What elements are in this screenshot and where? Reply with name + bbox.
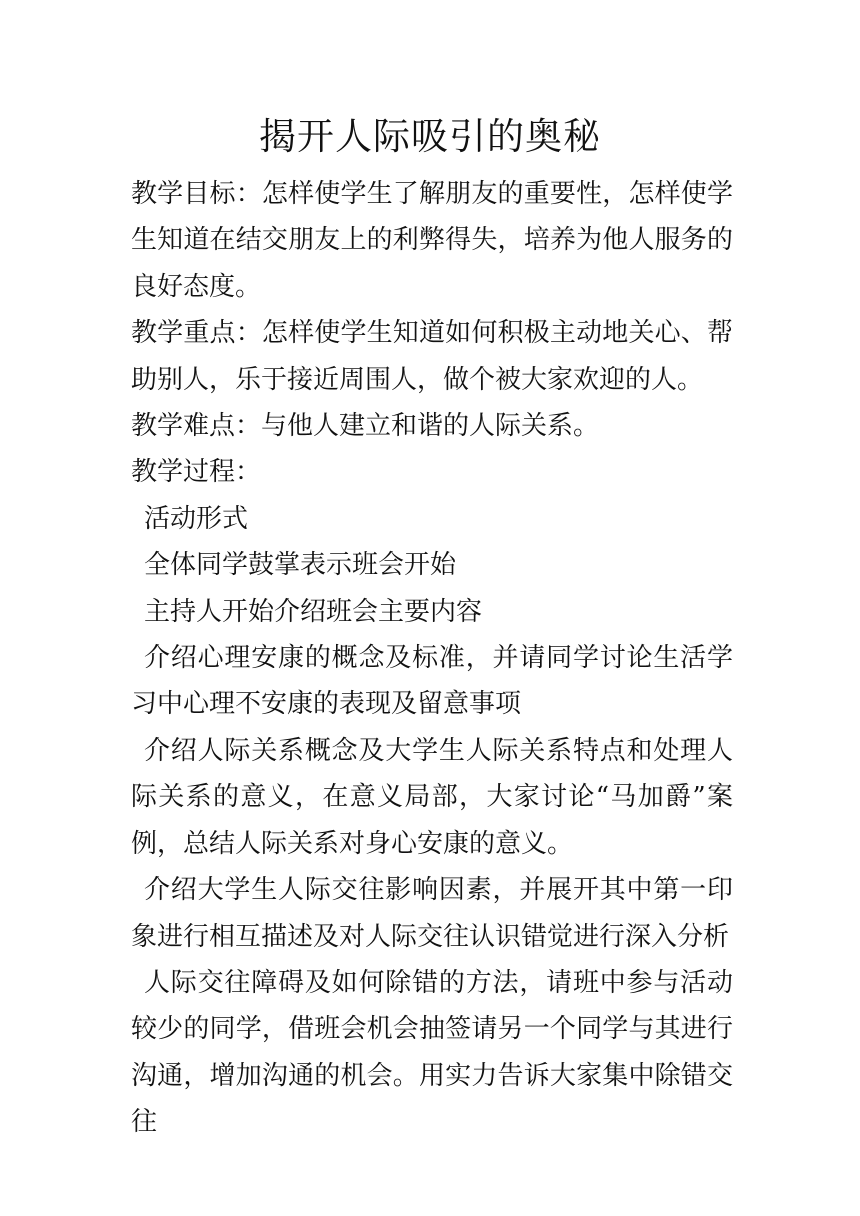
paragraph-teaching-process: 教学过程： <box>131 457 262 488</box>
paragraph-teaching-goal: 教学目标：怎样使学生了解朋友的重要性，怎样使学生知道在结交朋友上的利弊得失，培养为他人服务的良好态度。 <box>131 179 733 302</box>
paragraph-applause-start: 全体同学鼓掌表示班会开始 <box>144 550 457 581</box>
paragraph-influence-factors: 介绍大学生人际交往影响因素，并展开其中第一印象进行相互描述及对人际交往认识错觉进行深入分析 <box>131 875 733 952</box>
paragraph-communication-barriers: 人际交往障碍及如何除错的方法，请班中参与活动较少的同学，借班会机会抽签请另一个同学与其进行沟通，增加沟通的机会。用实力告诉大家集中除错交往 <box>131 967 733 1138</box>
paragraph-host-intro: 主持人开始介绍班会主要内容 <box>144 596 483 627</box>
paragraph-teaching-difficulty: 教学难点：与他人建立和谐的人际关系。 <box>131 411 600 442</box>
paragraph-relationship-concept: 介绍人际关系概念及大学生人际关系特点和处理人际关系的意义，在意义局部，大家讨论“马加爵”案例，总结人际关系对身心安康的意义。 <box>131 735 733 859</box>
document-title: 揭开人际吸引的奥秘 <box>259 115 601 158</box>
paragraph-activity-form: 活动形式 <box>144 503 249 534</box>
paragraph-mental-health: 介绍心理安康的概念及标准，并请同学讨论生活学习中心理不安康的表现及留意事项 <box>131 643 733 720</box>
paragraph-teaching-focus: 教学重点：怎样使学生知道如何积极主动地关心、帮助别人，乐于接近周围人，做个被大家欢迎的人。 <box>131 318 733 395</box>
document-body <box>131 171 733 1146</box>
